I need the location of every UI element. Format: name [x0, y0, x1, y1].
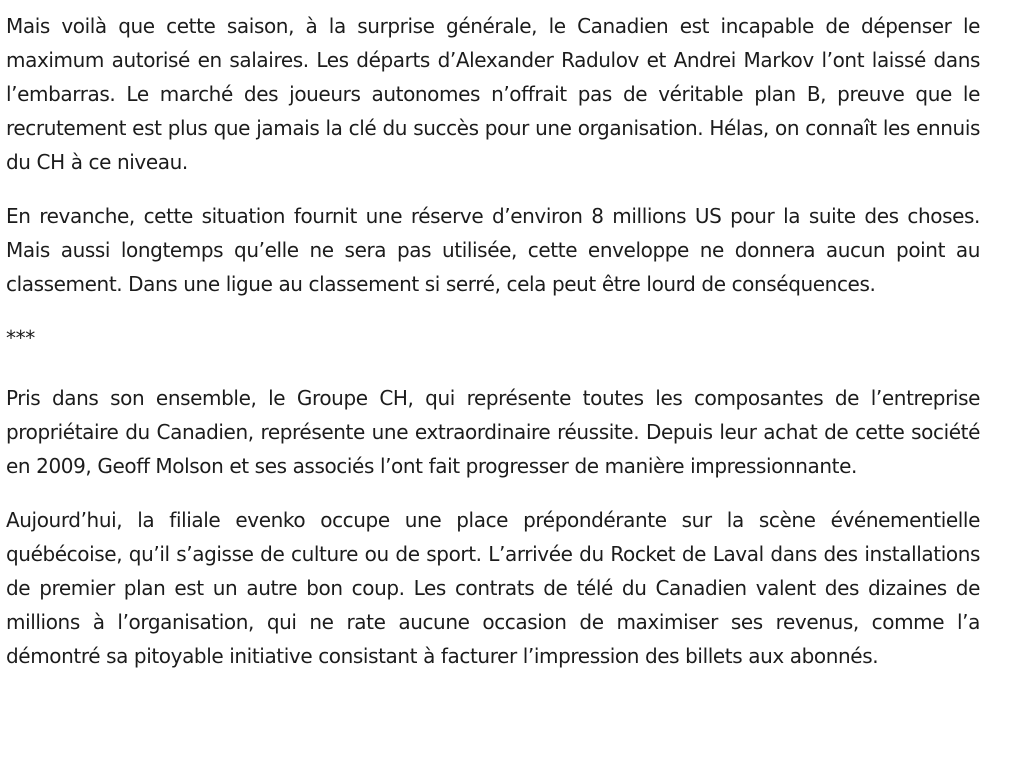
section-separator: *** [6, 326, 35, 350]
paragraph-reserve: En revanche, cette situation fournit une réserve d’environ 8 millions US pour la suite des choses. Mais aussi longtemps qu’elle ne sera pas utilisée, cette enveloppe ne donnera aucun point au classement. Dans une ligue au classement si serré, cela peut être lourd de conséquences. [6, 204, 980, 296]
paragraph-evenko: Aujourd’hui, la filiale evenko occupe une place prépondérante sur la scène événementielle québécoise, qu’il s’agisse de culture ou de sport. L’arrivée du Rocket de Laval dans des installations de premier plan est un autre bon coup. Les contrats de télé du Canadien valent des dizaines de millions à l’organisation, qui ne rate aucune occasion de maximiser ses revenus, comme l’a démontré sa pitoyable initiative consistant à facturer l’impression des billets aux abonnés. [6, 508, 980, 668]
paragraph-salary-cap: Mais voilà que cette saison, à la surprise générale, le Canadien est incapable de dépenser le maximum autorisé en salaires. Les départs d’Alexander Radulov et Andrei Markov l’ont laissé dans l’embarras. Le marché des joueurs autonomes n’offrait pas de véritable plan B, preuve que le recrutement est plus que jamais la clé du succès pour une organisation. Hélas, on connaît les ennuis du CH à ce niveau. [6, 14, 980, 174]
paragraph-groupe-ch: Pris dans son ensemble, le Groupe CH, qui représente toutes les composantes de l’entreprise propriétaire du Canadien, représente une extraordinaire réussite. Depuis leur achat de cette société en 2009, Geoff Molson et ses associés l’ont fait progresser de manière impressionnante. [6, 386, 980, 478]
